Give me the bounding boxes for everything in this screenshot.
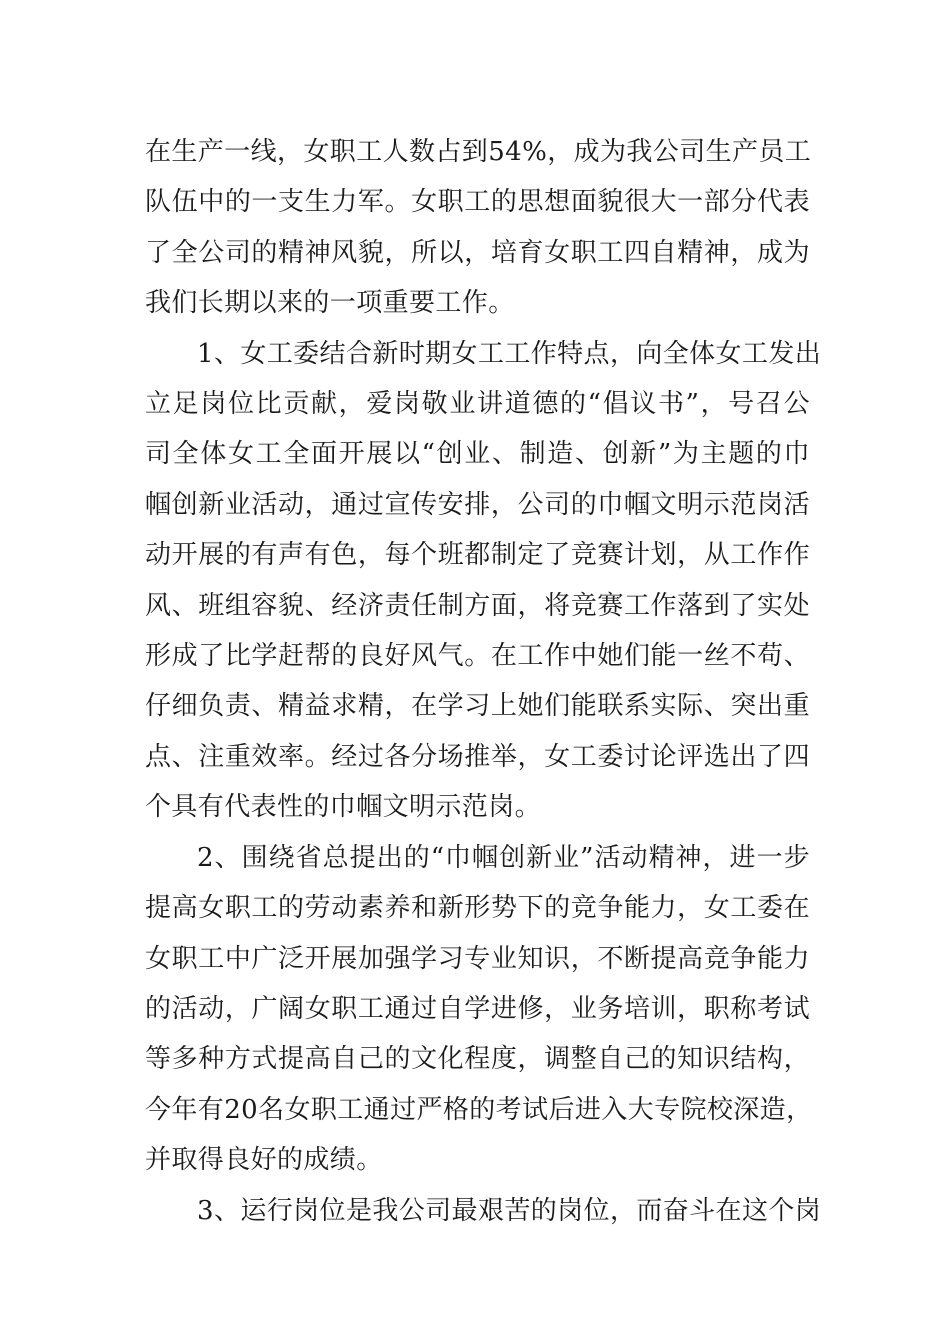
text-line: 了全公司的精神风貌，所以，培育女职工四自精神，成为 xyxy=(145,237,810,268)
text-line: 司全体女工全面开展以“创业、制造、创新”为主题的巾 xyxy=(145,439,810,470)
text-line: 队伍中的一支生力军。女职工的思想面貌很大一部分代表 xyxy=(145,187,810,218)
text-line: 我们长期以来的一项重要工作。 xyxy=(145,288,515,319)
text-line: 动开展的有声有色，每个班都制定了竞赛计划，从工作作 xyxy=(145,540,810,571)
text-line: 帼创新业活动，通过宣传安排，公司的巾帼文明示范岗活 xyxy=(145,489,810,520)
paragraph-2 xyxy=(145,329,822,833)
text-line: 并取得良好的成绩。 xyxy=(145,1145,383,1176)
paragraph-1 xyxy=(145,127,810,329)
text-line: 提高女职工的劳动素养和新形势下的竞争能力，女工委在 xyxy=(145,893,810,924)
text-line: 立足岗位比贡献，爱岗敬业讲道德的“倡议书”，号召公 xyxy=(145,389,810,420)
paragraph-3 xyxy=(145,833,813,1186)
text-line: 今年有20名女职工通过严格的考试后进入大专院校深造， xyxy=(145,1094,813,1125)
text-line: 的活动，广阔女职工通过自学进修，业务培训，职称考试 xyxy=(145,993,810,1024)
text-line: 等多种方式提高自己的文化程度，调整自己的知识结构， xyxy=(145,1044,810,1075)
document-body xyxy=(145,127,822,1236)
text-line: 2、围绕省总提出的“巾帼创新业”活动精神，进一步 xyxy=(197,842,810,873)
text-line: 仔细负责、精益求精，在学习上她们能联系实际、突出重 xyxy=(145,691,810,722)
text-line: 1、女工委结合新时期女工工作特点，向全体女工发出 xyxy=(197,338,822,369)
text-line: 女职工中广泛开展加强学习专业知识，不断提高竞争能力 xyxy=(145,943,810,974)
text-line: 形成了比学赶帮的良好风气。在工作中她们能一丝不苟、 xyxy=(145,641,810,672)
text-line: 个具有代表性的巾帼文明示范岗。 xyxy=(145,792,542,823)
paragraph-4 xyxy=(145,1186,822,1236)
text-line: 风、班组容貌、经济责任制方面，将竞赛工作落到了实处 xyxy=(145,590,810,621)
text-line: 3、运行岗位是我公司最艰苦的岗位，而奋斗在这个岗 xyxy=(197,1195,822,1226)
text-line: 点、注重效率。经过各分场推举，女工委讨论评选出了四 xyxy=(145,741,810,772)
text-line: 在生产一线，女职工人数占到54%，成为我公司生产员工 xyxy=(145,137,812,167)
